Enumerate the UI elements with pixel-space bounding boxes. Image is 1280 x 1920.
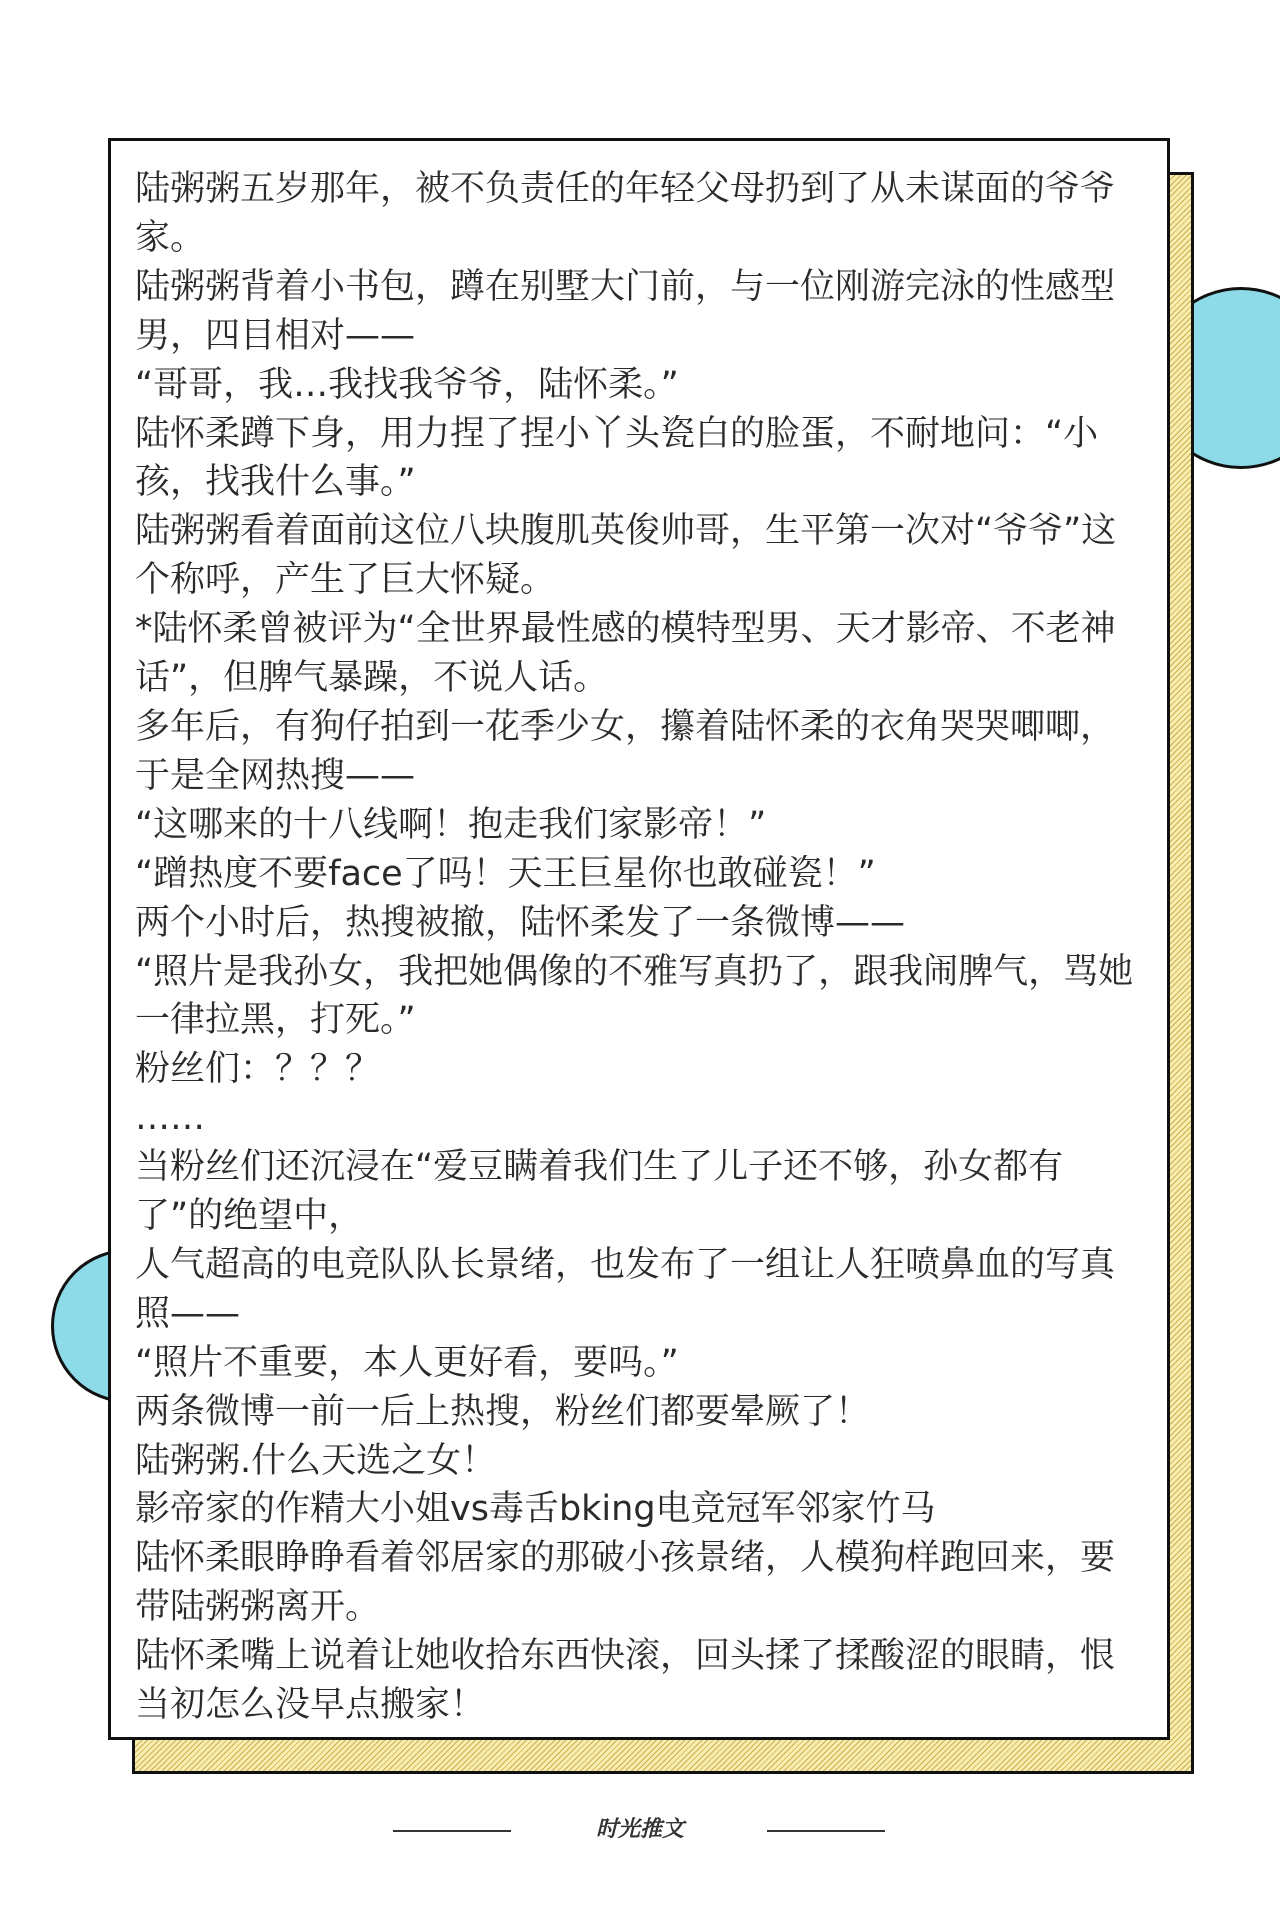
footer-divider-right bbox=[767, 1830, 885, 1832]
paragraph: 陆怀柔蹲下身，用力捏了捏小丫头瓷白的脸蛋，不耐地问：“小孩，找我什么事。” bbox=[135, 413, 1099, 503]
paragraph: 陆怀柔眼睁睁看着邻居家的那破小孩景绪，人模狗样跑回来，要带陆粥粥离开。 bbox=[135, 1538, 1116, 1628]
paragraph: “哥哥，我…我找我爷爷，陆怀柔。” bbox=[135, 364, 679, 405]
paragraph: “照片是我孙女，我把她偶像的不雅写真扔了，跟我闹脾气，骂她一律拉黑，打死。” bbox=[135, 951, 1134, 1041]
paragraph: 两条微博一前一后上热搜，粉丝们都要晕厥了！ bbox=[135, 1391, 871, 1432]
paragraph: 陆粥粥背着小书包，蹲在别墅大门前，与一位刚游完泳的性感型男，四目相对—— bbox=[135, 266, 1116, 356]
footer bbox=[0, 1806, 1280, 1856]
paragraph: 陆粥粥五岁那年，被不负责任的年轻父母扔到了从未谋面的爷爷家。 bbox=[135, 169, 1116, 258]
article-text bbox=[135, 165, 1143, 1730]
paragraph: …… bbox=[135, 1098, 205, 1139]
paragraph: 多年后，有狗仔拍到一花季少女，攥着陆怀柔的衣角哭哭唧唧，于是全网热搜—— bbox=[135, 706, 1116, 796]
paragraph: *陆怀柔曾被评为“全世界最性感的模特型男、天才影帝、不老神话”，但脾气暴躁，不说人话。 bbox=[135, 609, 1116, 699]
article-card bbox=[108, 138, 1170, 1740]
paragraph: “照片不重要，本人更好看，要吗。” bbox=[135, 1342, 679, 1383]
paragraph: “蹭热度不要face了吗！天王巨星你也敢碰瓷！” bbox=[135, 853, 876, 894]
footer-label: 时光推文 bbox=[595, 1817, 684, 1842]
paragraph: 影帝家的作精大小姐vs毒舌bking电竞冠军邻家竹马 bbox=[135, 1489, 936, 1530]
footer-divider-left bbox=[393, 1830, 511, 1832]
paragraph: “这哪来的十八线啊！抱走我们家影帝！” bbox=[135, 804, 767, 845]
paragraph: 粉丝们：？？？ bbox=[135, 1049, 381, 1090]
paragraph: 陆粥粥.什么天选之女！ bbox=[135, 1440, 497, 1481]
paragraph: 两个小时后，热搜被撤，陆怀柔发了一条微博—— bbox=[135, 902, 906, 943]
paragraph: 陆怀柔嘴上说着让她收拾东西快滚，回头揉了揉酸涩的眼睛，恨当初怎么没早点搬家！ bbox=[135, 1636, 1116, 1726]
paragraph: 人气超高的电竞队队长景绪，也发布了一组让人狂喷鼻血的写真照—— bbox=[135, 1244, 1116, 1334]
paragraph: 陆粥粥看着面前这位八块腹肌英俊帅哥，生平第一次对“爷爷”这个称呼，产生了巨大怀疑。 bbox=[135, 511, 1117, 601]
paragraph: 当粉丝们还沉浸在“爱豆瞒着我们生了儿子还不够，孙女都有了”的绝望中， bbox=[135, 1147, 1064, 1237]
